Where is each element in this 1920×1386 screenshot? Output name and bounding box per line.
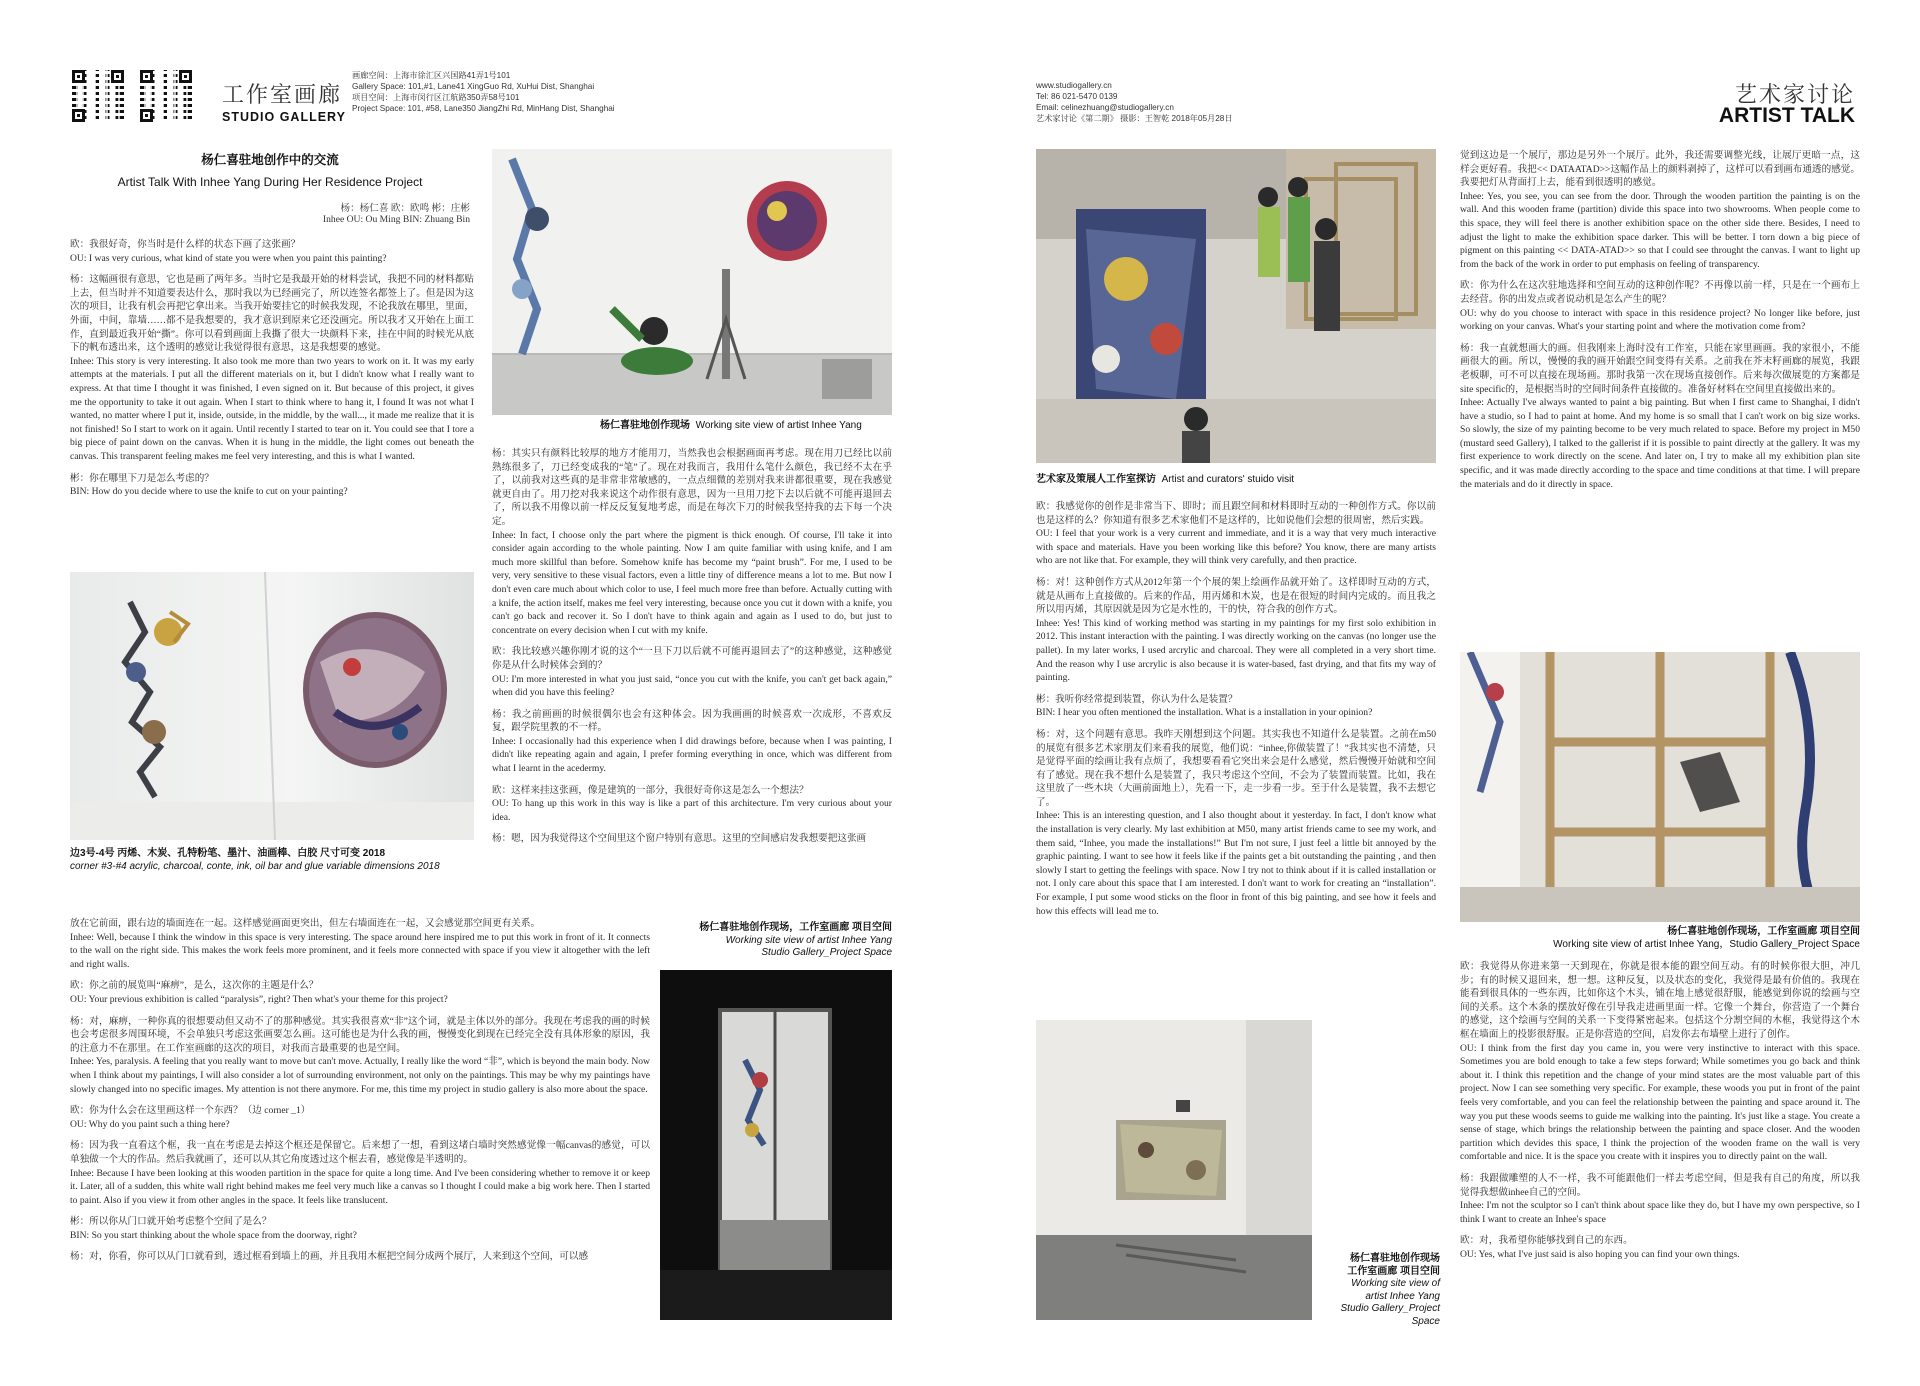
paragraph-en: OU: Yes, what I've just said is also hoping you can find your own things.	[1460, 1248, 1740, 1260]
paragraph-cn: 欧：你为什么会在这里画这样一个东西？（边 corner _1）	[70, 1105, 311, 1117]
speakers-en: Inhee OU: Ou Ming BIN: Zhuang Bin	[322, 214, 470, 225]
caption-cn: 杨仁喜驻地创作现场，工作室画廊 项目空间	[1667, 926, 1860, 937]
speakers-cn: 杨：杨仁喜 欧：欧鸣 彬：庄彬	[340, 203, 470, 214]
artist-talk-cn: 艺术家讨论	[1734, 82, 1855, 107]
caption-en: Working site view of artist Inhee Yang	[725, 934, 892, 946]
text-column-4	[1460, 149, 1860, 499]
contact-email: Email: celinezhuang@studiogallery.cn	[1036, 103, 1174, 112]
contact-block	[1036, 80, 1233, 124]
text-column-1b	[70, 917, 650, 1272]
paragraph-cn: 杨：对！这种创作方式从2012年第一个个展的架上绘画作品就开始了。这样即时互动的方式，就是从画布上直接做的。后来的作品，用丙烯和木炭，也是在很短的时间内完成的。而且我之所以用丙烯，其原因就是因为它是水性的，干的快，符合我的创作方式。	[1036, 576, 1436, 616]
paragraph-cn: 欧：我比较感兴趣你刚才说的这个“一旦下刀以后就不可能再退回去了”的这种感觉，这种感觉你是从什么时候体会到的？	[492, 646, 892, 671]
caption-en: Working site view of	[1351, 1278, 1440, 1289]
caption-cn: 工作室画廊 项目空间	[1347, 1265, 1440, 1277]
paragraph-cn: 杨：对，你看，你可以从门口就看到，透过框看到墙上的画，并且我用木框把空间分成两个展厅，人来到这个空间，可以感	[70, 1251, 589, 1263]
paragraph-en: OU: To hang up this work in this way is like a part of this architecture. I'm very curious about your idea.	[492, 798, 892, 823]
paragraph-en: Inhee: Well, because I think the window in this space is very interesting. The space around here inspired me to put this work in front of it. It connects to the wall on the right side. This makes the work feels more prominent, and it feels more connected with space if you view it altogether with the left and right walls.	[70, 931, 650, 970]
caption-cn: 边3号-4号 丙烯、木炭、孔特粉笔、墨汁、油画棒、白胶 尺寸可变 2018	[70, 848, 386, 859]
site-photo-artist-working	[492, 149, 892, 415]
text-column-4b	[1460, 960, 1860, 1269]
paragraph-en: OU: why do you choose to interact with space in this residence project? No longer like before, just working on your canvas. What's your starting point and where the motivation come from?	[1460, 307, 1860, 333]
article-title-cn: 杨仁喜驻地创作中的交流	[201, 153, 339, 167]
paragraph-en: OU: I'm more interested in what you just said, “once you cut with the knife, you can't get back again,” when did you have this feeling?	[492, 673, 892, 699]
paragraph-en: Inhee: This is an interesting question, and I also thought about it yesterday. In fact, I don't know what the installation is very clearly. My last exhibition at M50, many artist friends came to see my work, and them said, “Inhee, you made the installations!” But I'm not sure, I just feel a little bit annoyed by the graphic painting. I want to see how it feels like if the paints get a bit outstanding the painting , and then slowly I start to getting the feelings with space. Now I try not to think about if it is called installation or not. I only care about this space that I am interested. I don't want to work for creating an “installation”. For example, I put some wood sticks on the floor in front of this big painting, and see how it feels and how this effects will lead me to.	[1036, 810, 1436, 917]
paragraph-en: Inhee: Yes, you see, you can see from the door. Through the wooden partition the painting is on the wall. And this wooden frame (partition) divide this space into two showrooms. When people come to this space, they will feel there is another exhibition space on the other side there. Besides, I need to adjust the light to make the exhibition space darker. This will be better. I torn down a big piece of pigment on this painting << DATA-ATAD>> so that I could see throught the canvas. I want to light up from the back of the work in order to put emphasis on feeling of transparency.	[1460, 190, 1860, 270]
paragraph-cn: 杨：这幅画很有意思，它也是画了两年多。当时它是我最开始的材料尝试，我把不同的材料都贴上去，但当时并不知道要表达什么，那时我以为已经画完了，所以连签名都签上了。但是因为这次的项目，让我有机会再把它拿出来。当我开始要挂它的时候我发现，不论我放在哪里，里面，外面，中间，靠墙……都不是我想要的，我才意识到原来它还没画完。所以我才又开始在上面工作，直到最近我开始“撕”。你可以看到画面上我撕了很大一块颜料下来，挂在中间的时候光从底下的帆布透出来，这个透明的感觉让我觉得很有意思，这是我想要的感觉。	[70, 274, 474, 354]
paragraph-cn: 觉到这边是一个展厅，那边是另外一个展厅。此外，我还需要调整光线，让展厅更暗一点，这样会更好看。我把<< DATAATAD>>这幅作品上的颜料剥掉了，这样可以看到画布通透的感觉。我要把灯从背面打上去，能看到很透明的感觉。	[1460, 150, 1860, 189]
caption-en: Studio Gallery_Project	[1340, 1303, 1440, 1314]
qr-code-2	[140, 70, 192, 122]
contact-tel: Tel: 86 021-5470 0139	[1036, 92, 1118, 101]
paragraph-en: BIN: I hear you often mentioned the installation. What is a installation in your opinion?	[1036, 707, 1373, 719]
issue-info: 艺术家讨论《第二期》 摄影：王智乾 2018年05月28日	[1036, 114, 1233, 123]
caption-cn: 杨仁喜驻地创作现场	[600, 420, 690, 431]
caption-en: Artist and curators' stuido visit	[1161, 474, 1295, 485]
caption-en: Space	[1411, 1315, 1440, 1327]
caption-en: Working site view of artist Inhee Yang，Studio Gallery_Project Space	[1553, 938, 1860, 950]
paragraph-cn: 彬：所以你从门口就开始考虑整个空间了是么？	[70, 1216, 272, 1228]
paragraph-en: OU: I think from the first day you came in, you were very instinctive to interact with this space. Sometimes you are bold enough to take a few steps forward; While sometimes you go back and think about it. I think this repetition and the change of your mind states are the most valuable part of this project. Now I can see something very specific. For example, these woods you put in front of the paint feels very comfortable, and you can feel the relationship between the painting and space around it. The way you put these woods seems to guide me walking into the painting. It's just like a stage. You create a sense of stage, which brings the relationship between the painting and space closer. And the wooden partition which devides this space, I think the projection of the wooden frame on the wall is very comfortable and nice. It is the space you create with it inspires you to directly paint on the wall.	[1460, 1042, 1860, 1163]
logo-en: STUDIO GALLERY	[222, 110, 346, 124]
caption-cn: 艺术家及策展人工作室探访	[1036, 474, 1156, 485]
paragraph-cn: 彬：我听你经常提到装置，你认为什么是装置？	[1036, 693, 1238, 705]
caption-en: Working site view of artist Inhee Yang	[695, 420, 862, 431]
paragraph-cn: 杨：对，这个问题有意思。我昨天刚想到这个问题。其实我也不知道什么是装置。之前在m50的展览有很多艺术家朋友们来看我的展览，他们说：“inhee,你做装置了！”我其实也不清楚，只是觉得平面的绘画让我有点烦了，我想要看看它突出来会是什么感觉，然后慢慢开始就和空间有了感觉。现在我不想什么是装置了，我只考虑这个空间，不会为了装置而装置。比如，我在这里放了一些木块（大画前面地上），先看一下，走一步看一步。至于什么是装置，我不去想它了。	[1036, 728, 1436, 808]
address-line: Gallery Space: 101,#1, Lane41 XingGuo Rd, XuHui Dist, Shanghai	[352, 82, 595, 91]
paragraph-en: Inhee: In fact, I choose only the part where the pigment is thick enough. Of course, I'll take it into consider again according to the whole painting. Now I am quite familiar with using knife, and I am much more skillful than before. Somehow knife has become my “paint brush”. For me, I used to be very, very sensitive to these visual factors, even a little tiny of difference means a lot to me. But now I don't even care much about which color to use, I feel much more free than before. Actually cutting with a knife, the action itself, makes me feel very interesting, because once you cut it down with a knife, you can't go back and recover it. So I don't have to think again and again as I used to do, but just to concentrate on every decision when I cut with my knife.	[492, 529, 892, 636]
site-photo-doorway	[660, 970, 892, 1320]
paragraph-en: OU: I feel that your work is a very current and immediate, and it is a way that very much interactive with space and materials. Have you been working like this before? You know, there are many artists who are not like that. For example, they will think very carefully, and then practice.	[1036, 528, 1436, 567]
paragraph-cn: 欧：你为什么在这次驻地选择和空间互动的这种创作呢？不再像以前一样，只是在一个画布上去经营。你的出发点或者说动机是怎么产生的呢？	[1460, 280, 1860, 305]
paragraph-cn: 杨：我跟做雕塑的人不一样，我不可能跟他们一样去考虑空间，但是我有自己的角度，所以我觉得我想做inhee自己的空间。	[1460, 1172, 1860, 1198]
article-title-en: Artist Talk With Inhee Yang During Her Residence Project	[117, 175, 423, 189]
site-photo-wooden-partition	[1460, 652, 1860, 922]
address-line: Project Space: 101, #58, Lane350 JiangZhi Rd, MinHang Dist, Shanghai	[352, 104, 615, 113]
paragraph-cn: 欧：我感觉你的创作是非常当下、即时；而且跟空间和材料即时互动的一种创作方式。你以前也是这样的么？你知道有很多艺术家他们不是这样的，比如说他们会想的很周密，然后实践。	[1036, 501, 1436, 526]
paragraph-cn: 欧：我觉得从你进来第一天到现在，你就是很本能的跟空间互动。有的时候你很大胆，冲几步；有的时候又退回来，想一想。这种反复，以及状态的变化，我觉得是最有价值的。我现在能看到很具体的一些东西，比如你这个木头，铺在地上感觉很舒服，能感觉到你说的绘画与空间的关系。这个木条的摆放好像在引导我走进画里面一样。它像一个舞台，你营造了一个舞台的感觉，这个绘画与空间的关系一下变得紧密起来。包括这个分割空间的木框，我觉得这个木框在墙面上的投影很舒服。正是你营造的空间，启发你去布墙壁上进行了创作。	[1460, 961, 1860, 1040]
paragraph-cn: 杨：其实只有颜料比较厚的地方才能用刀，当然我也会根据画面再考虑。现在用刀已经比以前熟练很多了，刀已经变成我的“笔”了。现在对我而言，我用什么笔什么颜色，我已经不太在乎了，以前我对这些真的是非常非常敏感的，一点点细微的差别对我来讲都很重要，现在我感觉就更自由了。用刀挖对我来说这个动作很有意思，因为一旦用刀挖下去以后就不可能再退回去了，所以我不用像以前一样反反复复地考虑，而是在每次下刀的时候我坚持我的去下每一个决定。	[492, 448, 892, 527]
paragraph-cn: 杨：我之前画画的时候很偶尔也会有这种体会。因为我画画的时候喜欢一次成形，不喜欢反复，跟学院里教的不一样。	[492, 708, 892, 734]
paragraph-en: BIN: How do you decide where to use the knife to cut on your painting?	[70, 486, 348, 498]
caption-corner-artwork	[70, 848, 480, 873]
paragraph-en: Inhee: Yes, paralysis. A feeling that you really want to move but can't move. Actually, I really like the word “非”, which is beyond the main body. Now when I think about my paintings, I will also consider a lot of surrounding environment, not only on the paintings. This may be why my paintings have slowly changed into no specific images. My attention is not there anymore. For me, this time my project in studio gallery is also more about the space.	[70, 1056, 650, 1095]
artist-talk-en: ARTIST TALK	[1718, 104, 1855, 127]
paragraph-en: Inhee: Actually I've always wanted to paint a big painting. But when I first came to Shanghai, I didn't have a studio, so I had to paint at home. And my home is so small that I can't work on big size works. So slowly, the size of my painting become to be very much related to space. Before my project in M50 (mustard seed Gallery), I talked to the gallerist if it is possible to paint directly at the gallery. It was my first experience to work directly on the scene. And later on, I try to make all my exhibition plan site specific, and it was made directly according to the space and time conditions at that time. I will prepare the materials and do it directly in space.	[1460, 397, 1860, 490]
logo-cn: 工作室画廊	[222, 82, 343, 107]
site-photo-gallery-wall	[1036, 1020, 1312, 1320]
paragraph-en: BIN: So you start thinking about the whole space from the doorway, right?	[70, 1229, 357, 1241]
caption-site-4	[1460, 926, 1860, 951]
paragraph-en: OU: Why do you paint such a thing here?	[70, 1118, 230, 1130]
caption-en: Studio Gallery_Project Space	[761, 947, 892, 958]
paragraph-en: Inhee: Yes! This kind of working method was starting in my paintings for my first solo exhibition in 2012. This instant interaction with the painting. I was directly working on the canvas (no longer use the pallet). In my later works, I used arcrylic and charcoal. They were all completed in a very short time. And the reason why I use arcrylic is also because it is water-based, fast drying, and that fits my way of painting.	[1036, 617, 1436, 684]
caption-site-3	[1316, 1253, 1440, 1328]
address-line: 项目空间：上海市闵行区江航路350弄58号101	[352, 93, 520, 102]
caption-cn: 杨仁喜驻地创作现场，工作室画廊 项目空间	[699, 922, 892, 933]
paragraph-en: OU: I was very curious, what kind of state you were when you paint this painting?	[70, 252, 387, 264]
paragraph-cn: 放在它前面，跟右边的墙面连在一起。这样感觉画面更突出，但左右墙面连在一起，又会感觉那空间更有关系。	[70, 918, 541, 929]
site-photo-studio-visit	[1036, 149, 1436, 463]
caption-cn: 杨仁喜驻地创作现场	[1350, 1253, 1440, 1264]
gallery-address	[352, 70, 615, 114]
qr-code-1	[72, 70, 124, 122]
text-column-1	[70, 238, 474, 507]
paragraph-cn: 杨：我一直就想画大的画。但我刚来上海时没有工作室，只能在家里画画。我的家很小，不能画很大的画。所以，慢慢的我的画开始跟空间变得有关系。之前我在芥末籽画廊的展览，我跟老板聊，可不可以直接在现场画。那时我第一次在现场直接创作。后来每次做展览的方案都是site specific的，是根据当时的空间时间条件直接做的。准备好材料在空间里直接做出来的。	[1460, 342, 1860, 395]
paragraph-en: Inhee: Because I have been looking at this wooden partition in the space for quite a long time. And I've been considering whether to remove it or keep it. Later, all of a sudden, this white wall right behind makes me feel very much like a canvas so I thought I could make a big work here. Then I started to paint. Also if you view it from other angles in the space. It feels like translucent.	[70, 1167, 650, 1206]
paragraph-cn: 杨：嗯，因为我觉得这个空间里这个窗户特别有意思。这里的空间感启发我想要把这张画	[492, 833, 867, 845]
text-column-3	[1036, 500, 1436, 926]
paragraph-en: OU: Your previous exhibition is called “paralysis”, right? Then what's your theme for this project?	[70, 993, 448, 1005]
paragraph-en: Inhee: I occasionally had this experience when I did drawings before, because when I was painting, I didn't like repeating again and again, I prefer forming everything in once, which was different from what I learnt in the acedermy.	[492, 735, 892, 775]
address-line: 画廊空间：上海市徐汇区兴国路41弄1号101	[352, 71, 511, 80]
caption-site-1	[600, 420, 862, 433]
paragraph-en: Inhee: I'm not the sculptor so I can't think about space like they do, but I have my own perspective, so I think I want to create an Inhee's space	[1460, 1200, 1860, 1225]
caption-en: corner #3-#4 acrylic, charcoal, conte, ink, oil bar and glue variable dimensions 2018	[70, 860, 440, 872]
paragraph-cn: 欧：我很好奇，你当时是什么样的状态下画了这张画？	[70, 239, 301, 250]
contact-website: www.studiogallery.cn	[1036, 81, 1112, 90]
paragraph-cn: 欧：对，我希望你能够找到自己的东西。	[1460, 1235, 1633, 1247]
paragraph-cn: 欧：你之前的展览叫“麻痹”，是么，这次你的主题是什么？	[70, 980, 319, 992]
text-column-2	[492, 447, 892, 854]
artwork-photo-corner	[70, 572, 474, 840]
caption-site-2	[660, 922, 892, 960]
caption-en: artist Inhee Yang	[1365, 1290, 1440, 1302]
paragraph-cn: 杨：对，麻痹，一种你真的很想要动但又动不了的那种感觉。其实我很喜欢“非”这个词，就是主体以外的部分。我现在考虑我的画的时候也会考虑很多周围环境，不会单独只考虑这张画要怎么画。这可能也是为什么我的画，慢慢变化到现在已经完全没有具体形象的原因，我的注意力不在那里。在工作室画廊的这次的项目，对我而言最重要的也是空间。	[70, 1015, 650, 1054]
paragraph-en: Inhee: This story is very interesting. It also took me more than two years to work on it. It was my early attempts at the materials. I put all the different materials on it, but I didn't know what I really want to express. At that time I thought it was finished, I even signed on it. But because of this project, it gives me the opportunity to take it out again. When I start to think where to hang it, I found It was not what I wanted, no matter where I put it, inside, outside, in the middle, by the wall..., it made me realize that it is not finished! So I start to work on it again. Until recently I started to tear on it. You could see that I tore a big piece of paint down on the canvas. When it is hung in the middle, the light comes out beneath the canvas. This transparent feeling makes me feel very interesting, and this is what I wanted.	[70, 355, 474, 462]
paragraph-cn: 欧：这样来挂这张画，像是建筑的一部分，我很好奇你这是怎么一个想法？	[492, 784, 809, 796]
paragraph-cn: 彬：你在哪里下刀是怎么考虑的？	[70, 472, 214, 484]
paragraph-cn: 杨：因为我一直看这个框，我一直在考虑是去掉这个框还是保留它。后来想了一想，看到这堵白墙时突然感觉像一幅canvas的感觉，可以单独做一个大的作品。然后我就画了，还可以从其它角度透过这个框去看，感觉像是半透明的。	[70, 1140, 650, 1165]
caption-studio-visit	[1036, 474, 1294, 487]
